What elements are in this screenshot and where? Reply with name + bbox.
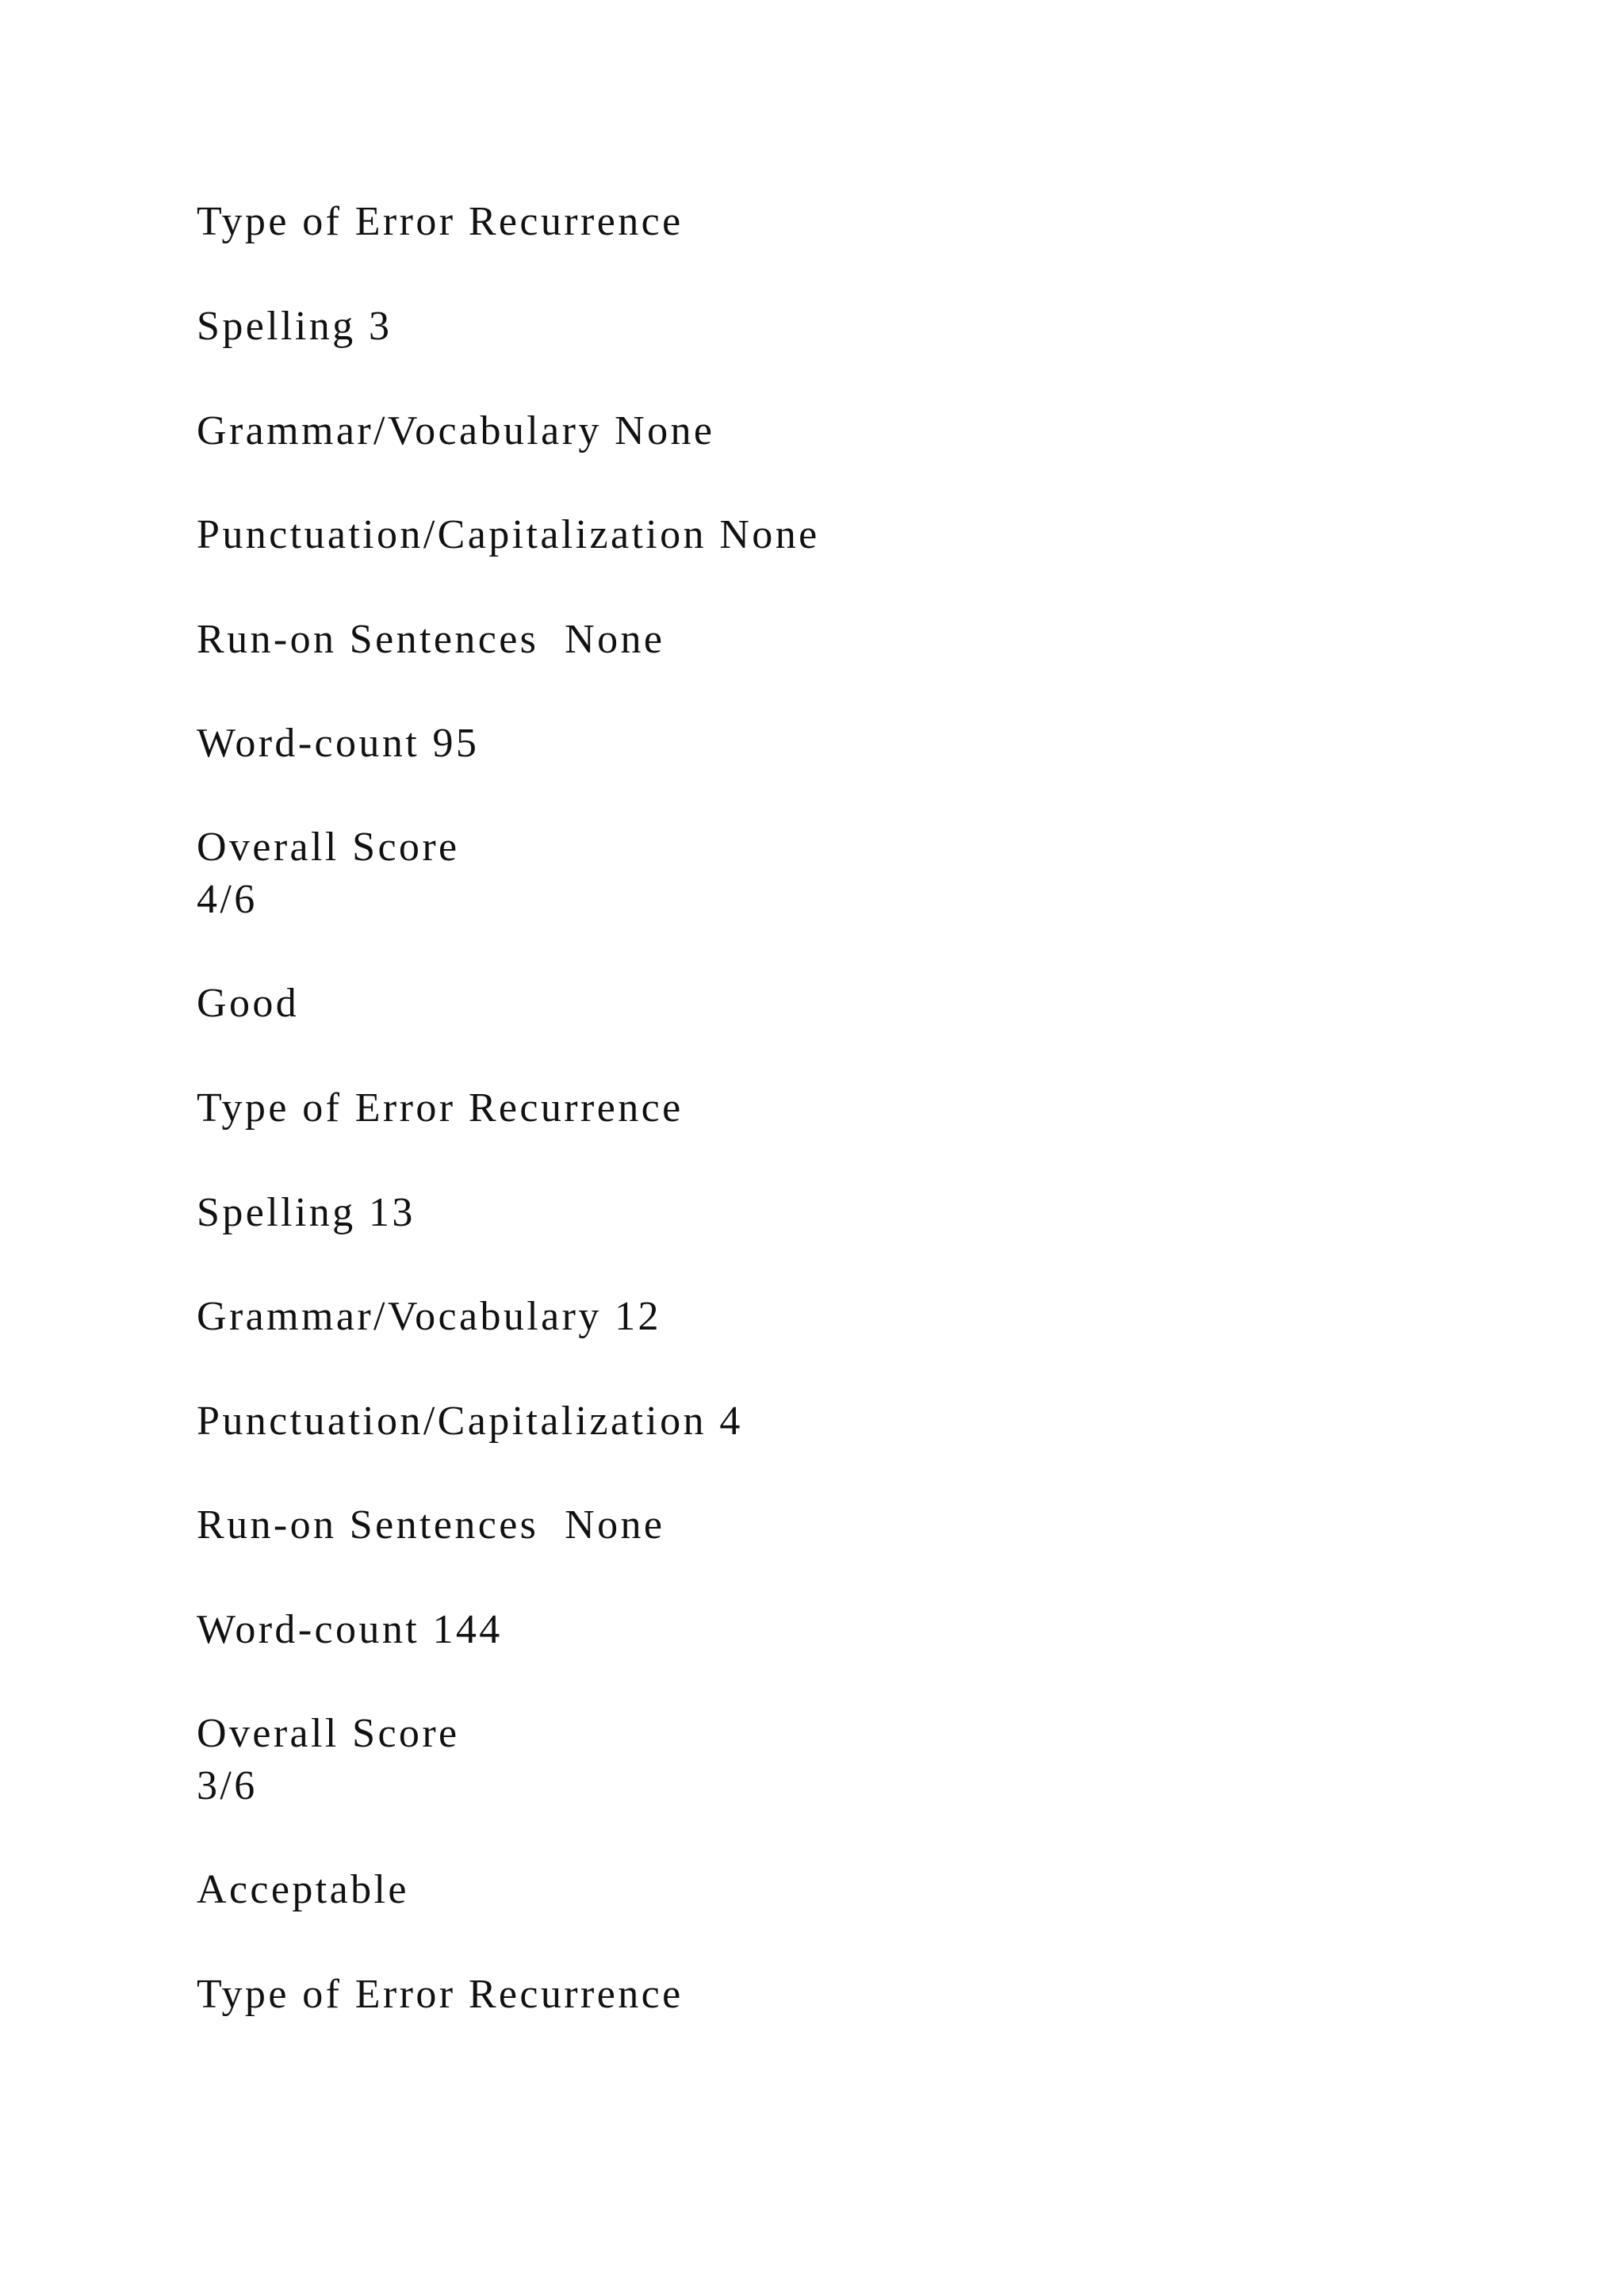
- punctuation-line: Punctuation/Capitalization None: [197, 512, 820, 557]
- word-count-line: Word-count 144: [197, 1607, 503, 1652]
- grammar-line: Grammar/Vocabulary None: [197, 408, 715, 453]
- spelling-line: Spelling 13: [197, 1190, 416, 1235]
- overall-score-label: Overall Score: [197, 825, 460, 870]
- overall-score-label: Overall Score: [197, 1711, 460, 1756]
- table-header-line: Type of Error Recurrence: [197, 1085, 684, 1131]
- word-count-line: Word-count 95: [197, 721, 480, 766]
- run-on-line: Run-on Sentences None: [197, 617, 665, 662]
- rating-line: Good: [197, 981, 300, 1026]
- table-header-line: Type of Error Recurrence: [197, 1972, 684, 2017]
- punctuation-line: Punctuation/Capitalization 4: [197, 1399, 743, 1444]
- rating-line: Acceptable: [197, 1867, 409, 1912]
- table-header-line: Type of Error Recurrence: [197, 199, 684, 244]
- spelling-line: Spelling 3: [197, 304, 393, 349]
- run-on-line: Run-on Sentences None: [197, 1502, 665, 1548]
- overall-score-value: 3/6: [197, 1763, 258, 1808]
- grammar-line: Grammar/Vocabulary 12: [197, 1294, 661, 1339]
- overall-score-value: 4/6: [197, 877, 258, 922]
